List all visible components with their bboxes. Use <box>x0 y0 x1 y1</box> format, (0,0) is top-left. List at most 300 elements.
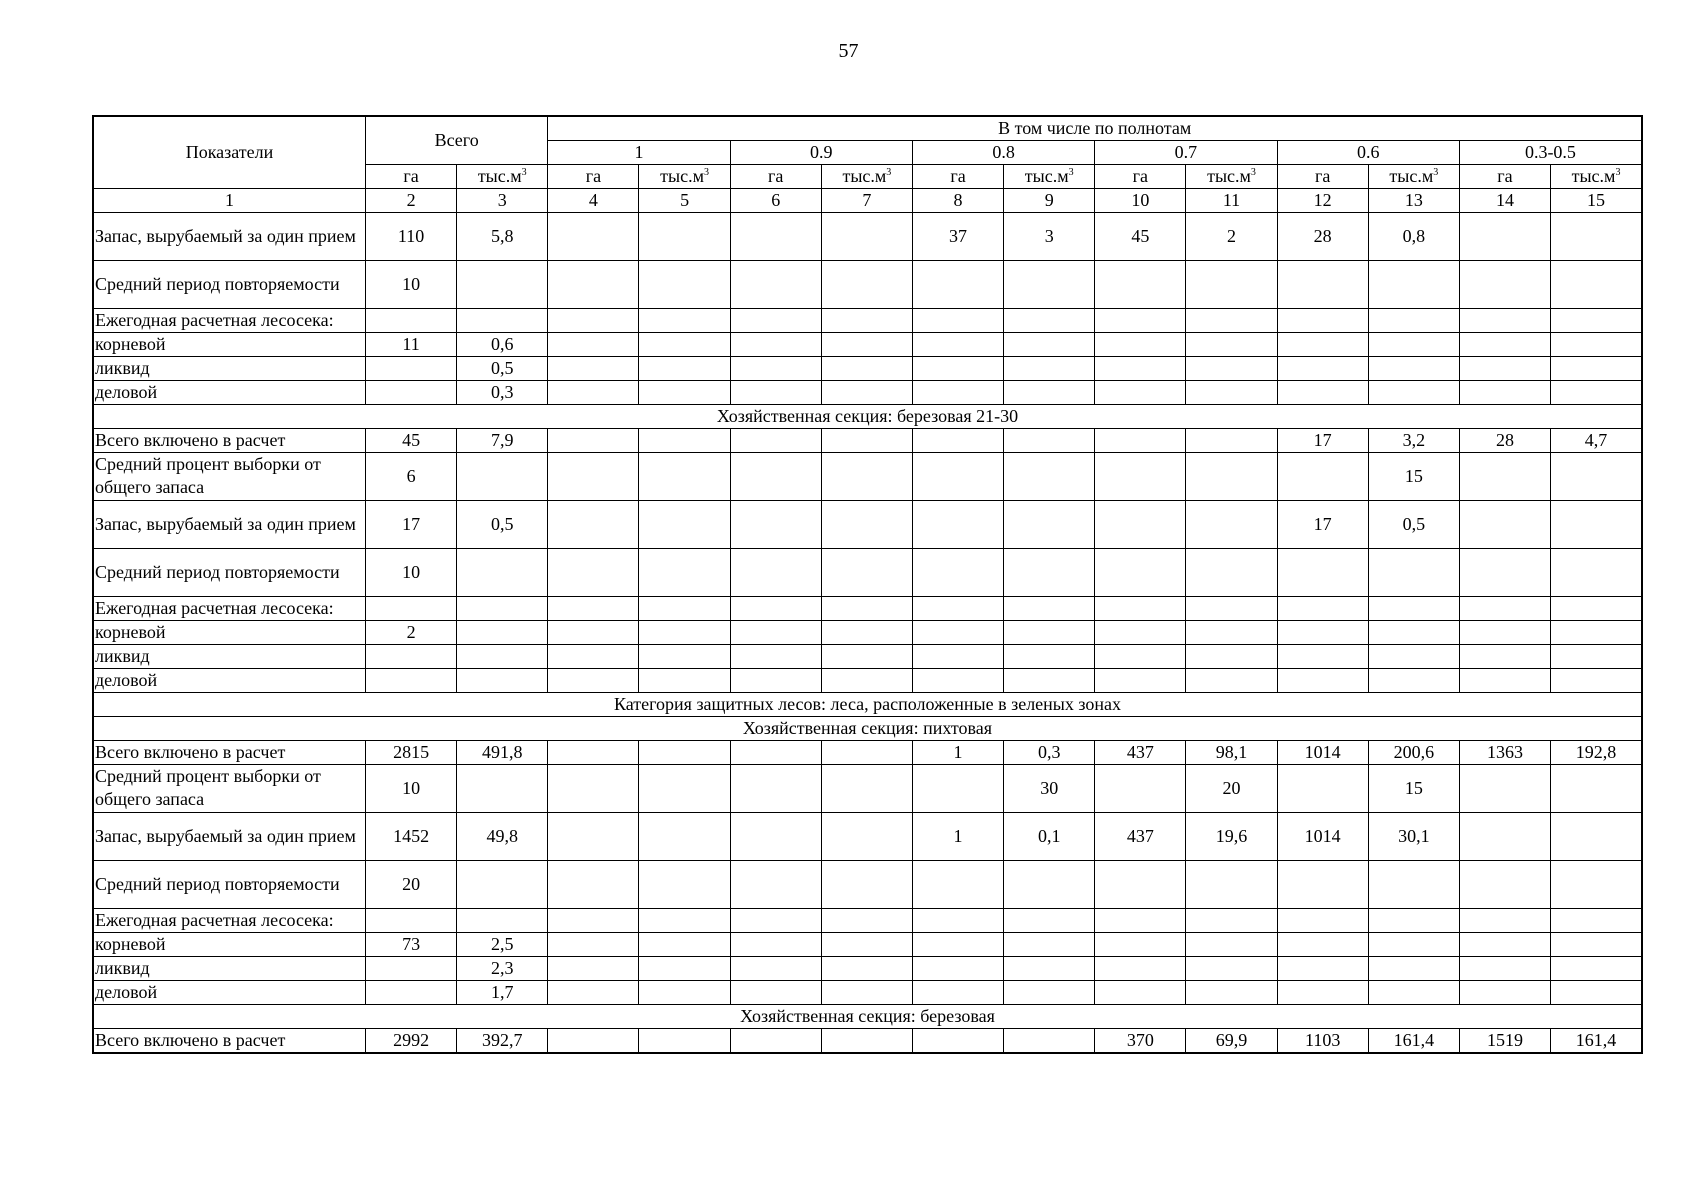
table-cell <box>912 500 1003 548</box>
table-cell: 30 <box>1004 764 1095 812</box>
table-row <box>93 308 1642 332</box>
table-cell <box>821 212 912 260</box>
table-cell <box>639 1028 730 1053</box>
unit-volume-text: тыс.м <box>477 166 522 186</box>
table-cell: 49,8 <box>457 812 548 860</box>
row-label: корневой <box>93 620 366 644</box>
table-cell <box>1186 860 1277 908</box>
table-cell <box>1186 668 1277 692</box>
table-cell <box>548 212 639 260</box>
table-cell <box>730 548 821 596</box>
table-cell <box>730 212 821 260</box>
column-number: 13 <box>1368 188 1459 212</box>
table-cell <box>730 812 821 860</box>
row-label: Ежегодная расчетная лесосека: <box>93 908 366 932</box>
table-cell <box>1368 908 1459 932</box>
table-cell <box>639 620 730 644</box>
table-row <box>93 500 1642 548</box>
column-number: 7 <box>821 188 912 212</box>
table-cell <box>639 956 730 980</box>
table-cell <box>457 260 548 308</box>
table-cell: 17 <box>366 500 457 548</box>
table-cell <box>730 764 821 812</box>
table-cell <box>730 644 821 668</box>
table-cell <box>1459 812 1550 860</box>
table-cell: 437 <box>1095 740 1186 764</box>
row-label: корневой <box>93 932 366 956</box>
table-cell: 20 <box>1186 764 1277 812</box>
table-cell <box>730 620 821 644</box>
table-cell <box>1277 356 1368 380</box>
table-cell <box>1368 980 1459 1004</box>
table-cell <box>730 740 821 764</box>
table-cell <box>1551 908 1642 932</box>
table-cell: 45 <box>366 428 457 452</box>
table-cell <box>1277 452 1368 500</box>
table-cell <box>457 548 548 596</box>
table-cell <box>1459 308 1550 332</box>
table-row <box>93 212 1642 260</box>
table-cell <box>821 908 912 932</box>
density-header: 1 <box>548 140 730 164</box>
table-cell <box>1459 260 1550 308</box>
table-cell <box>1368 332 1459 356</box>
table-cell <box>1095 548 1186 596</box>
table-cell <box>821 812 912 860</box>
unit-volume-header <box>457 164 548 188</box>
row-label: корневой <box>93 332 366 356</box>
table-cell <box>548 308 639 332</box>
table-cell <box>821 308 912 332</box>
table-cell <box>548 548 639 596</box>
table-cell <box>1551 980 1642 1004</box>
table-cell <box>912 260 1003 308</box>
table-cell <box>1186 308 1277 332</box>
row-label: Средний период повторяемости <box>93 860 366 908</box>
table-cell <box>1368 668 1459 692</box>
table-cell <box>1186 644 1277 668</box>
table-cell: 491,8 <box>457 740 548 764</box>
table-cell <box>1095 668 1186 692</box>
table-cell <box>457 644 548 668</box>
table-cell: 1 <box>912 740 1003 764</box>
table-cell <box>912 596 1003 620</box>
table-cell: 6 <box>366 452 457 500</box>
table-row <box>93 764 1642 812</box>
table-cell: 30,1 <box>1368 812 1459 860</box>
table-row <box>93 332 1642 356</box>
table-cell <box>730 500 821 548</box>
row-label: ликвид <box>93 356 366 380</box>
column-number: 2 <box>366 188 457 212</box>
table-cell <box>366 980 457 1004</box>
table-cell: 1014 <box>1277 740 1368 764</box>
table-cell: 1014 <box>1277 812 1368 860</box>
table-cell <box>639 644 730 668</box>
table-cell: 69,9 <box>1186 1028 1277 1053</box>
table-cell <box>1004 860 1095 908</box>
table-cell <box>548 980 639 1004</box>
table-cell <box>1551 380 1642 404</box>
table-cell <box>730 332 821 356</box>
table-cell <box>1277 860 1368 908</box>
table-cell <box>1368 620 1459 644</box>
table-cell <box>1277 380 1368 404</box>
table-cell <box>366 644 457 668</box>
table-cell: 1363 <box>1459 740 1550 764</box>
table-cell <box>912 764 1003 812</box>
table-row <box>93 932 1642 956</box>
table-cell <box>821 764 912 812</box>
table-cell <box>1551 620 1642 644</box>
table-cell <box>912 956 1003 980</box>
table-cell: 0,6 <box>457 332 548 356</box>
table-cell <box>1368 956 1459 980</box>
table-cell <box>912 452 1003 500</box>
table-cell <box>1459 332 1550 356</box>
table-row <box>93 644 1642 668</box>
row-label: ликвид <box>93 644 366 668</box>
row-label: деловой <box>93 668 366 692</box>
table-cell <box>1004 1028 1095 1053</box>
table-cell: 3,2 <box>1368 428 1459 452</box>
table-cell: 0,8 <box>1368 212 1459 260</box>
table-cell <box>1459 932 1550 956</box>
table-cell <box>1186 428 1277 452</box>
table-cell <box>1368 356 1459 380</box>
row-label: Запас, вырубаемый за один прием <box>93 212 366 260</box>
table-cell <box>730 668 821 692</box>
table-cell: 370 <box>1095 1028 1186 1053</box>
table-cell: 1452 <box>366 812 457 860</box>
column-number: 8 <box>912 188 1003 212</box>
table-cell <box>730 356 821 380</box>
table-cell <box>1004 596 1095 620</box>
table-cell <box>457 620 548 644</box>
table-cell <box>821 668 912 692</box>
table-cell <box>1368 596 1459 620</box>
table-cell <box>1186 908 1277 932</box>
section-row <box>93 692 1642 716</box>
row-label: Средний период повторяемости <box>93 260 366 308</box>
row-label: Средний период повторяемости <box>93 548 366 596</box>
table-cell <box>1186 956 1277 980</box>
table-cell <box>1277 668 1368 692</box>
table-cell: 2 <box>366 620 457 644</box>
unit-ha-header: га <box>548 164 639 188</box>
table-cell <box>548 956 639 980</box>
table-cell: 73 <box>366 932 457 956</box>
table-cell <box>821 980 912 1004</box>
table-cell <box>912 860 1003 908</box>
table-cell: 1,7 <box>457 980 548 1004</box>
table-cell <box>639 932 730 956</box>
table-cell <box>1186 356 1277 380</box>
table-row <box>93 956 1642 980</box>
table-row <box>93 260 1642 308</box>
table-cell: 20 <box>366 860 457 908</box>
density-header: 0.3-0.5 <box>1459 140 1642 164</box>
section-title: Хозяйственная секция: березовая <box>93 1004 1642 1028</box>
unit-volume-sup: 3 <box>703 167 709 178</box>
table-cell: 10 <box>366 548 457 596</box>
table-cell <box>821 260 912 308</box>
table-cell <box>821 380 912 404</box>
table-cell <box>912 428 1003 452</box>
table-cell <box>1368 644 1459 668</box>
table-cell <box>1095 644 1186 668</box>
table-cell <box>1551 956 1642 980</box>
table-cell <box>1459 212 1550 260</box>
table-cell <box>1277 956 1368 980</box>
table-row <box>93 908 1642 932</box>
unit-volume-header <box>821 164 912 188</box>
table-cell <box>821 548 912 596</box>
header-by-density: В том числе по полнотам <box>548 116 1642 140</box>
table-row <box>93 1028 1642 1053</box>
table-cell <box>1551 260 1642 308</box>
row-label: Запас, вырубаемый за один прием <box>93 812 366 860</box>
table-cell <box>1277 908 1368 932</box>
table-cell: 0,3 <box>457 380 548 404</box>
table-cell <box>1095 332 1186 356</box>
table-cell <box>639 548 730 596</box>
table-body <box>93 212 1642 1053</box>
table-cell <box>1459 644 1550 668</box>
table-cell <box>1459 860 1550 908</box>
table-cell <box>548 908 639 932</box>
table-cell <box>548 812 639 860</box>
table-cell: 7,9 <box>457 428 548 452</box>
table-cell <box>730 860 821 908</box>
table-cell <box>821 356 912 380</box>
density-header: 0.7 <box>1095 140 1277 164</box>
table-cell <box>730 908 821 932</box>
table-cell <box>639 260 730 308</box>
table-cell <box>1095 452 1186 500</box>
table-cell <box>457 860 548 908</box>
table-header <box>93 116 1642 212</box>
table-cell: 5,8 <box>457 212 548 260</box>
unit-volume-text: тыс.м <box>660 166 704 186</box>
table-cell <box>1551 332 1642 356</box>
row-label: Ежегодная расчетная лесосека: <box>93 596 366 620</box>
table-cell: 161,4 <box>1368 1028 1459 1053</box>
table-cell <box>730 956 821 980</box>
table-cell <box>366 308 457 332</box>
table-cell <box>1095 380 1186 404</box>
table-cell <box>1459 548 1550 596</box>
table-cell <box>548 860 639 908</box>
table-cell: 28 <box>1277 212 1368 260</box>
table-cell <box>639 812 730 860</box>
row-label: деловой <box>93 380 366 404</box>
table-cell: 0,5 <box>457 356 548 380</box>
table-cell: 15 <box>1368 764 1459 812</box>
table-cell <box>639 668 730 692</box>
table-cell <box>1459 596 1550 620</box>
table-cell <box>1277 932 1368 956</box>
table-cell <box>1551 308 1642 332</box>
column-number: 1 <box>93 188 366 212</box>
table-cell <box>366 668 457 692</box>
row-label: Средний процент выборки от общего запаса <box>93 764 366 812</box>
header-indicators: Показатели <box>93 116 366 188</box>
table-cell <box>639 356 730 380</box>
table-cell <box>821 644 912 668</box>
table-cell <box>912 356 1003 380</box>
table-cell: 2815 <box>366 740 457 764</box>
table-cell <box>548 260 639 308</box>
table-cell <box>912 644 1003 668</box>
section-title: Хозяйственная секция: пихтовая <box>93 716 1642 740</box>
table-row <box>93 668 1642 692</box>
column-number: 12 <box>1277 188 1368 212</box>
table-cell <box>1459 668 1550 692</box>
table-cell <box>821 956 912 980</box>
table-cell <box>1186 332 1277 356</box>
table-cell: 0,5 <box>1368 500 1459 548</box>
table-cell <box>1004 956 1095 980</box>
section-row <box>93 404 1642 428</box>
table-cell <box>457 764 548 812</box>
unit-ha-header: га <box>730 164 821 188</box>
row-label: деловой <box>93 980 366 1004</box>
table-cell <box>1004 644 1095 668</box>
table-cell: 1103 <box>1277 1028 1368 1053</box>
table-cell: 437 <box>1095 812 1186 860</box>
table-cell <box>1459 908 1550 932</box>
unit-volume-sup: 3 <box>521 167 527 178</box>
table-cell: 45 <box>1095 212 1186 260</box>
table-cell <box>639 860 730 908</box>
table-cell <box>639 500 730 548</box>
column-number: 11 <box>1186 188 1277 212</box>
table-cell: 161,4 <box>1551 1028 1642 1053</box>
unit-volume-header <box>1186 164 1277 188</box>
table-cell <box>1004 428 1095 452</box>
unit-volume-text: тыс.м <box>1024 166 1069 186</box>
table-row <box>93 548 1642 596</box>
table-cell <box>821 452 912 500</box>
table-cell <box>548 668 639 692</box>
table-cell: 200,6 <box>1368 740 1459 764</box>
table-cell <box>1186 548 1277 596</box>
unit-ha-header: га <box>1459 164 1550 188</box>
table-row <box>93 380 1642 404</box>
table-cell <box>1095 980 1186 1004</box>
table-cell <box>1368 308 1459 332</box>
table-cell <box>1004 332 1095 356</box>
row-label: Всего включено в расчет <box>93 428 366 452</box>
column-number: 10 <box>1095 188 1186 212</box>
table-cell <box>548 932 639 956</box>
table-cell: 4,7 <box>1551 428 1642 452</box>
table-cell <box>639 596 730 620</box>
table-cell: 10 <box>366 260 457 308</box>
table-cell <box>548 764 639 812</box>
table-cell: 0,3 <box>1004 740 1095 764</box>
table-cell <box>821 596 912 620</box>
table-cell <box>548 620 639 644</box>
table-cell <box>1004 260 1095 308</box>
table-cell: 15 <box>1368 452 1459 500</box>
table-cell <box>1551 860 1642 908</box>
table-cell <box>1277 620 1368 644</box>
table-cell <box>548 428 639 452</box>
header-total: Всего <box>366 116 548 164</box>
table-cell <box>1095 956 1186 980</box>
section-title: Категория защитных лесов: леса, расположенные в зеленых зонах <box>93 692 1642 716</box>
table-cell <box>1459 500 1550 548</box>
unit-volume-sup: 3 <box>886 167 892 178</box>
table-row <box>93 860 1642 908</box>
table-cell <box>912 380 1003 404</box>
table-row <box>93 596 1642 620</box>
table-cell <box>821 428 912 452</box>
unit-volume-text: тыс.м <box>1571 166 1616 186</box>
unit-volume-sup: 3 <box>1250 167 1256 178</box>
table-cell <box>1368 380 1459 404</box>
table-cell <box>1459 956 1550 980</box>
table-cell <box>639 380 730 404</box>
table-cell <box>548 452 639 500</box>
table-cell <box>821 740 912 764</box>
unit-volume-text: тыс.м <box>842 166 887 186</box>
table-cell <box>1095 308 1186 332</box>
table-cell <box>1186 380 1277 404</box>
forest-calculation-table <box>92 115 1643 1054</box>
table-cell <box>1551 452 1642 500</box>
table-cell: 37 <box>912 212 1003 260</box>
table-cell <box>1004 500 1095 548</box>
table-cell <box>639 740 730 764</box>
table-cell <box>912 548 1003 596</box>
table-row <box>93 812 1642 860</box>
table-cell: 11 <box>366 332 457 356</box>
table-cell <box>366 596 457 620</box>
table-cell: 17 <box>1277 428 1368 452</box>
table-cell <box>1551 644 1642 668</box>
table-cell: 17 <box>1277 500 1368 548</box>
table-cell <box>1186 980 1277 1004</box>
table-cell <box>1368 860 1459 908</box>
table-cell <box>1551 764 1642 812</box>
table-cell <box>1368 932 1459 956</box>
unit-volume-header <box>1368 164 1459 188</box>
page-number: 57 <box>838 40 859 62</box>
table-cell <box>821 860 912 908</box>
table-cell <box>821 932 912 956</box>
table-cell <box>730 980 821 1004</box>
unit-ha-header: га <box>366 164 457 188</box>
table-cell: 10 <box>366 764 457 812</box>
table-cell <box>730 428 821 452</box>
table-cell <box>730 260 821 308</box>
table-cell <box>366 356 457 380</box>
table-row <box>93 356 1642 380</box>
table-cell <box>1095 908 1186 932</box>
table-cell <box>912 908 1003 932</box>
table-cell <box>1095 596 1186 620</box>
table-cell <box>821 332 912 356</box>
column-number: 9 <box>1004 188 1095 212</box>
table-cell: 110 <box>366 212 457 260</box>
column-number: 15 <box>1551 188 1642 212</box>
column-number: 3 <box>457 188 548 212</box>
table-cell <box>639 452 730 500</box>
table-cell: 28 <box>1459 428 1550 452</box>
